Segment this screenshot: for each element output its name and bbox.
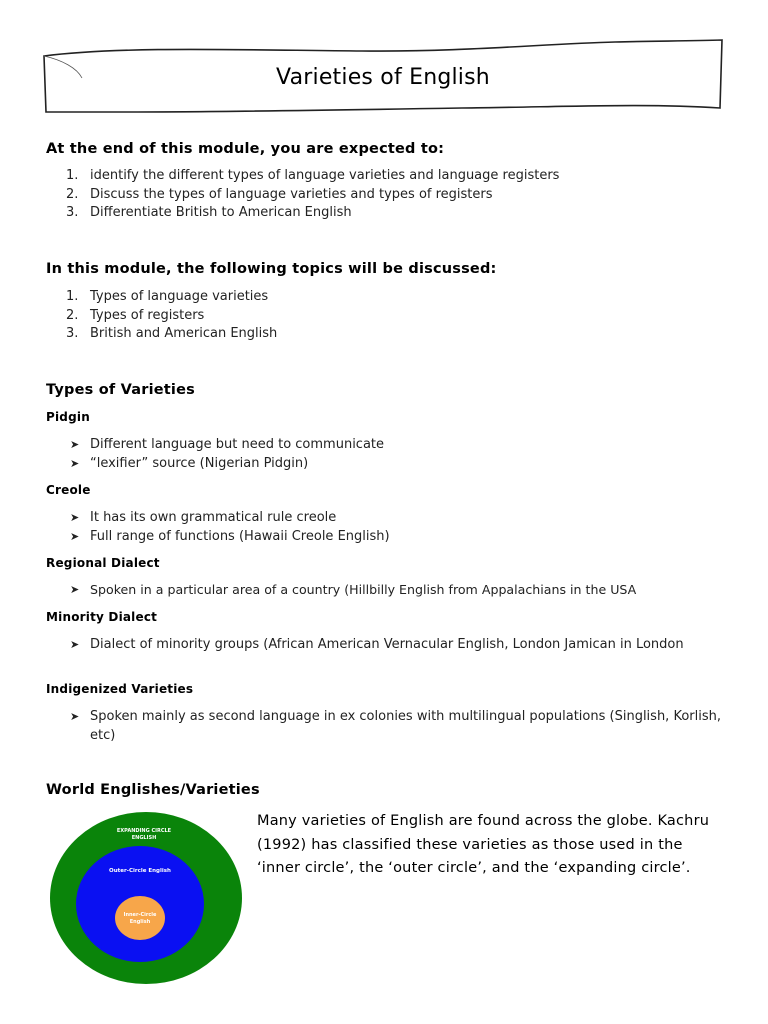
objectives-list: [66, 167, 559, 223]
inner-circle-label: Inner-Circle: [123, 912, 157, 918]
list-item-text: Differentiate British to American English: [90, 205, 352, 220]
expanding-circle-label-2: ENGLISH: [131, 835, 157, 841]
list-item-text: It has its own grammatical rule creole: [90, 510, 337, 525]
list-item: [66, 325, 277, 344]
regional-dialect-heading: Regional Dialect: [46, 556, 160, 570]
creole-heading: Creole: [46, 483, 91, 497]
arrowhead-bullet-icon: ➤: [70, 529, 80, 543]
list-item-text: Types of registers: [90, 307, 205, 323]
title-banner: [42, 38, 724, 114]
types-heading: Types of Varieties: [46, 382, 195, 398]
list-item: [70, 708, 730, 745]
list-item: [70, 509, 730, 528]
list-item-text: Types of language varieties: [90, 289, 269, 304]
list-item: [66, 167, 559, 186]
arrowhead-bullet-icon: ➤: [70, 511, 80, 524]
list-item-text: identify the different types of language varieties and language registers: [90, 168, 560, 183]
list-item: [70, 636, 730, 655]
indigenized-varieties-list: [70, 708, 730, 745]
list-item-text: “lexifier” source (Nigerian Pidgin): [90, 455, 309, 471]
world-englishes-paragraph: Many varieties of English are found across the globe. Kachru (1992) has classified these varieties as those used in the ‘inner circle’, the ‘outer circle’, and the ‘expanding circle’.: [257, 813, 710, 876]
minority-dialect-heading: Minority Dialect: [46, 610, 158, 624]
list-item: [70, 455, 730, 474]
topics-list: [66, 288, 277, 344]
list-item-text: Dialect of minority groups (African American Vernacular English, London Jamican in London: [90, 637, 684, 652]
arrowhead-bullet-icon: ➤: [70, 583, 80, 596]
kachru-circles-diagram: [48, 810, 244, 990]
list-number: 2.: [66, 307, 79, 323]
inner-circle: [115, 896, 165, 940]
indigenized-varieties-heading: Indigenized Varieties: [46, 682, 194, 696]
regional-dialect-list: [70, 581, 730, 601]
page-title: Varieties of English: [276, 65, 490, 90]
list-number: 3.: [66, 205, 79, 220]
list-item-text: Full range of functions (Hawaii Creole English): [90, 528, 390, 544]
expanding-circle-label: EXPANDING CIRCLE: [116, 828, 172, 834]
list-item-text: Spoken in a particular area of a country (Hillbilly English from Appalachians in the USA: [90, 582, 637, 597]
list-item: [66, 186, 559, 205]
pidgin-list: [70, 436, 730, 473]
minority-dialect-list: [70, 636, 730, 655]
pidgin-heading: Pidgin: [46, 410, 90, 424]
outer-circle-label: Outer-Circle English: [109, 868, 171, 874]
list-number: 1.: [66, 168, 79, 183]
list-number: 1.: [66, 289, 79, 304]
list-number: 3.: [66, 326, 79, 341]
objectives-heading: At the end of this module, you are expected to:: [46, 141, 445, 157]
list-item-text: British and American English: [90, 326, 278, 341]
list-item-text: Different language but need to communicate: [90, 437, 385, 452]
list-item-text: Spoken mainly as second language in ex colonies with multilingual populations (Singlish, Korlish, etc): [90, 709, 721, 743]
arrowhead-bullet-icon: ➤: [70, 438, 80, 451]
list-item: [70, 581, 730, 601]
list-item: [70, 436, 730, 455]
arrowhead-bullet-icon: ➤: [70, 456, 80, 470]
list-item: [66, 288, 277, 307]
topics-heading: In this module, the following topics will be discussed:: [46, 261, 497, 277]
list-item: [66, 307, 277, 326]
arrowhead-bullet-icon: ➤: [70, 710, 80, 723]
list-item-text: Discuss the types of language varieties and types of registers: [90, 186, 493, 202]
inner-circle-label-2: English: [129, 919, 151, 925]
list-item: [66, 204, 559, 223]
creole-list: [70, 509, 730, 546]
arrowhead-bullet-icon: ➤: [70, 638, 80, 651]
list-number: 2.: [66, 186, 79, 202]
concentric-circles-figure: [48, 810, 244, 986]
world-englishes-heading: World Englishes/Varieties: [46, 782, 260, 798]
list-item: [70, 528, 730, 547]
